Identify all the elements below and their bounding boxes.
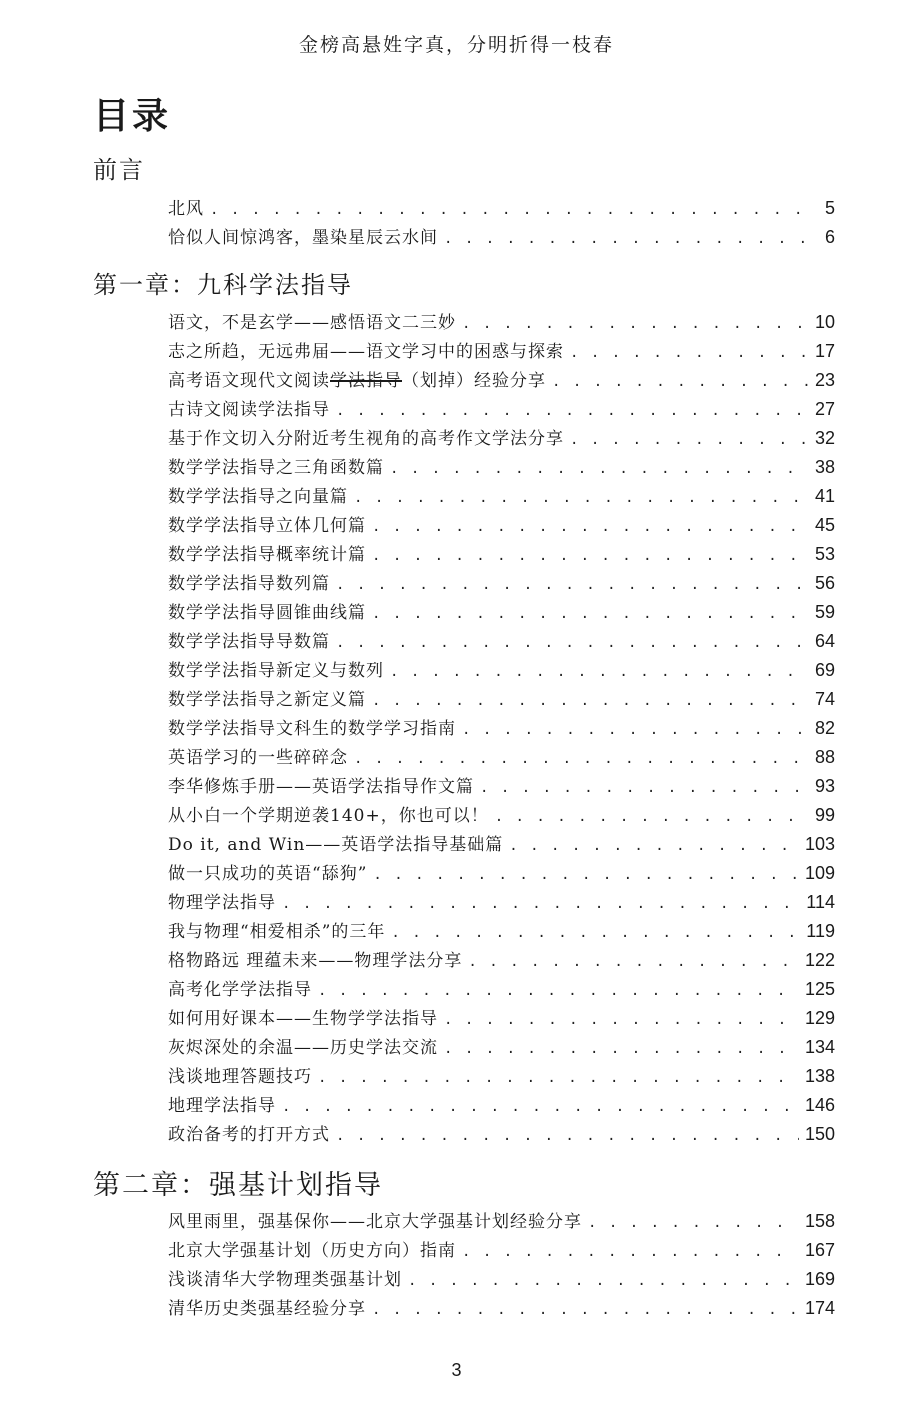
dot-leader: [468, 954, 799, 970]
toc-entry-title: 数学学法指导圆锥曲线篇: [168, 603, 366, 623]
dot-leader: [318, 1070, 799, 1086]
toc-entry[interactable]: [168, 917, 835, 946]
dot-leader: [282, 1099, 799, 1115]
toc-title: 目录: [93, 95, 172, 137]
toc-entry-page: 56: [814, 573, 835, 593]
toc-entry-title: 高考化学学法指导: [168, 980, 312, 1000]
dot-leader: [336, 403, 809, 419]
toc-entry-page: 138: [804, 1066, 835, 1086]
toc-entry[interactable]: [168, 1033, 835, 1062]
toc-entry-page: 122: [804, 950, 835, 970]
dot-leader: [462, 1244, 799, 1260]
toc-entry[interactable]: [168, 366, 835, 395]
toc-entry-page: 41: [814, 486, 835, 506]
toc-entry-page: 74: [814, 689, 835, 709]
toc-entry[interactable]: [168, 482, 835, 511]
toc-entry[interactable]: [168, 540, 835, 569]
toc-entry-title: 数学学法指导之向量篇: [168, 487, 348, 507]
toc-entry-title: 基于作文切入分附近考生视角的高考作文学法分享: [168, 429, 564, 449]
toc-entry-title: 浅谈地理答题技巧: [168, 1067, 312, 1087]
toc-entry-page: 69: [814, 660, 835, 680]
toc-entry[interactable]: [168, 859, 835, 888]
toc-entry-page: 23: [814, 370, 835, 390]
toc-entry-page: 64: [814, 631, 835, 651]
toc-entry[interactable]: [168, 830, 835, 859]
running-header: 金榜高悬姓字真，分明折得一枝春: [298, 34, 614, 56]
dot-leader: [495, 809, 809, 825]
dot-leader: [354, 751, 809, 767]
dot-leader: [372, 519, 809, 535]
toc-entry-page: 158: [804, 1211, 835, 1231]
toc-entry[interactable]: [168, 1004, 835, 1033]
toc-entry[interactable]: [168, 1120, 835, 1149]
toc-entry-title: 灰烬深处的余温——历史学法交流: [168, 1038, 438, 1058]
toc-entry[interactable]: [168, 627, 835, 656]
toc-entry[interactable]: [168, 424, 835, 453]
toc-entry-page: 103: [804, 834, 835, 854]
toc-entry-page: 150: [804, 1124, 835, 1144]
toc-entry-page: 27: [814, 399, 835, 419]
toc-entry-title: 北京大学强基计划（历史方向）指南: [168, 1241, 456, 1261]
preface-entries: [168, 194, 835, 252]
toc-entry-page: 5: [824, 198, 835, 218]
toc-entry-page: 114: [806, 892, 835, 912]
toc-entry-title-suffix: （划掉）经验分享: [402, 371, 546, 391]
dot-leader: [444, 1041, 799, 1057]
toc-entry[interactable]: [168, 656, 835, 685]
toc-entry[interactable]: [168, 598, 835, 627]
toc-entry[interactable]: [168, 888, 835, 917]
toc-entry-title: 语文，不是玄学——感悟语文二三妙: [168, 313, 456, 333]
toc-entry-page: 169: [804, 1269, 835, 1289]
toc-entry-page: 174: [804, 1298, 835, 1318]
dot-leader: [372, 606, 809, 622]
dot-leader: [509, 838, 799, 854]
toc-entry-title: 古诗文阅读学法指导: [168, 400, 330, 420]
toc-entry-title: 北风: [168, 199, 204, 219]
toc-entry[interactable]: [168, 308, 835, 337]
toc-entry-page: 134: [804, 1037, 835, 1057]
section-heading-chapter2: 第二章：强基计划指导: [93, 1170, 383, 1201]
toc-entry-page: 38: [814, 457, 835, 477]
dot-leader: [391, 925, 800, 941]
dot-leader: [336, 635, 809, 651]
section-heading-preface: 前言: [93, 156, 145, 184]
chapter1-entries: [168, 308, 835, 1149]
toc-entry[interactable]: [168, 801, 835, 830]
dot-leader: [354, 490, 809, 506]
toc-entry[interactable]: [168, 194, 835, 223]
toc-entry-title: 我与物理“相爱相杀”的三年: [168, 922, 386, 942]
toc-entry[interactable]: [168, 453, 835, 482]
toc-entry-title: 政治备考的打开方式: [168, 1125, 330, 1145]
toc-entry[interactable]: [168, 685, 835, 714]
toc-entry-title: 李华修炼手册——英语学法指导作文篇: [168, 777, 474, 797]
toc-entry-page: 82: [814, 718, 835, 738]
toc-entry[interactable]: [168, 223, 835, 252]
dot-leader: [390, 664, 809, 680]
toc-entry-page: 129: [804, 1008, 835, 1028]
dot-leader: [390, 461, 809, 477]
toc-entry-title: 数学学法指导立体几何篇: [168, 516, 366, 536]
toc-entry-title: 从小白一个学期逆袭140+，你也可以！: [168, 806, 489, 826]
toc-entry-title: 风里雨里，强基保你——北京大学强基计划经验分享: [168, 1212, 582, 1232]
dot-leader: [462, 316, 809, 332]
toc-entry-page: 17: [814, 341, 835, 361]
toc-entry-page: 167: [804, 1240, 835, 1260]
toc-entry-title: 浅谈清华大学物理类强基计划: [168, 1270, 402, 1290]
dot-leader: [336, 577, 809, 593]
toc-entry[interactable]: [168, 337, 835, 366]
dot-leader: [408, 1273, 799, 1289]
toc-entry-title: 数学学法指导之三角函数篇: [168, 458, 384, 478]
toc-entry[interactable]: [168, 395, 835, 424]
toc-entry-page: 6: [824, 227, 835, 247]
toc-entry[interactable]: [168, 1236, 835, 1265]
dot-leader: [480, 780, 809, 796]
toc-entry[interactable]: [168, 772, 835, 801]
toc-entry-title: 清华历史类强基经验分享: [168, 1299, 366, 1319]
toc-entry-title: 数学学法指导概率统计篇: [168, 545, 366, 565]
dot-leader: [444, 231, 817, 247]
toc-entry-title: 如何用好课本——生物学学法指导: [168, 1009, 438, 1029]
toc-entry-title: 恰似人间惊鸿客，墨染星辰云水间: [168, 228, 438, 248]
dot-leader: [552, 374, 809, 390]
toc-entry-title: 数学学法指导文科生的数学学习指南: [168, 719, 456, 739]
dot-leader: [588, 1215, 799, 1231]
dot-leader: [570, 432, 809, 448]
toc-entry-title: 数学学法指导导数篇: [168, 632, 330, 652]
toc-entry[interactable]: [168, 975, 835, 1004]
toc-entry[interactable]: [168, 511, 835, 540]
toc-entry-page: 10: [814, 312, 835, 332]
dot-leader: [372, 693, 809, 709]
toc-entry-page: 32: [814, 428, 835, 448]
toc-entry[interactable]: [168, 714, 835, 743]
toc-entry-page: 119: [806, 921, 835, 941]
toc-entry-page: 53: [814, 544, 835, 564]
dot-leader: [372, 548, 809, 564]
dot-leader: [372, 1302, 799, 1318]
section-heading-chapter1: 第一章：九科学法指导: [93, 271, 353, 299]
dot-leader: [570, 345, 809, 361]
dot-leader: [444, 1012, 799, 1028]
toc-entry[interactable]: [168, 946, 835, 975]
dot-leader: [373, 867, 799, 883]
toc-entry[interactable]: [168, 1265, 835, 1294]
toc-entry-title: 做一只成功的英语“舔狗”: [168, 864, 368, 884]
toc-entry[interactable]: [168, 1294, 835, 1323]
toc-entry[interactable]: [168, 1091, 835, 1120]
toc-entry[interactable]: [168, 743, 835, 772]
dot-leader: [336, 1128, 799, 1144]
toc-entry-title: 志之所趋，无远弗届——语文学习中的困惑与探索: [168, 342, 564, 362]
toc-entry-title: 英语学习的一些碎碎念: [168, 748, 348, 768]
toc-entry-title: 高考语文现代文阅读: [168, 371, 330, 391]
toc-entry-title: 格物路远 理蕴未来——物理学法分享: [168, 951, 463, 971]
toc-entry-title: 数学学法指导之新定义篇: [168, 690, 366, 710]
toc-entry-page: 59: [814, 602, 835, 622]
toc-entry-page: 99: [814, 805, 835, 825]
toc-entry-page: 109: [804, 863, 835, 883]
toc-entry-page: 146: [804, 1095, 835, 1115]
toc-entry-page: 45: [814, 515, 835, 535]
page-number: 3: [451, 1360, 462, 1380]
toc-entry[interactable]: [168, 569, 835, 598]
toc-entry-title: Do it, and Win——英语学法指导基础篇: [168, 835, 504, 855]
toc-entry-page: 88: [814, 747, 835, 767]
dot-leader: [282, 896, 800, 912]
toc-entry-page: 93: [814, 776, 835, 796]
dot-leader: [210, 202, 817, 218]
toc-entry-title: 物理学法指导: [168, 893, 276, 913]
dot-leader: [318, 983, 799, 999]
toc-entry-struck-text: 学法指导: [330, 371, 402, 391]
toc-entry-page: 125: [804, 979, 835, 999]
toc-entry-title: 数学学法指导数列篇: [168, 574, 330, 594]
toc-entry-title: 地理学法指导: [168, 1096, 276, 1116]
toc-entry-title: 数学学法指导新定义与数列: [168, 661, 384, 681]
chapter2-entries: [168, 1207, 835, 1323]
toc-entry[interactable]: [168, 1062, 835, 1091]
toc-entry[interactable]: [168, 1207, 835, 1236]
dot-leader: [462, 722, 809, 738]
